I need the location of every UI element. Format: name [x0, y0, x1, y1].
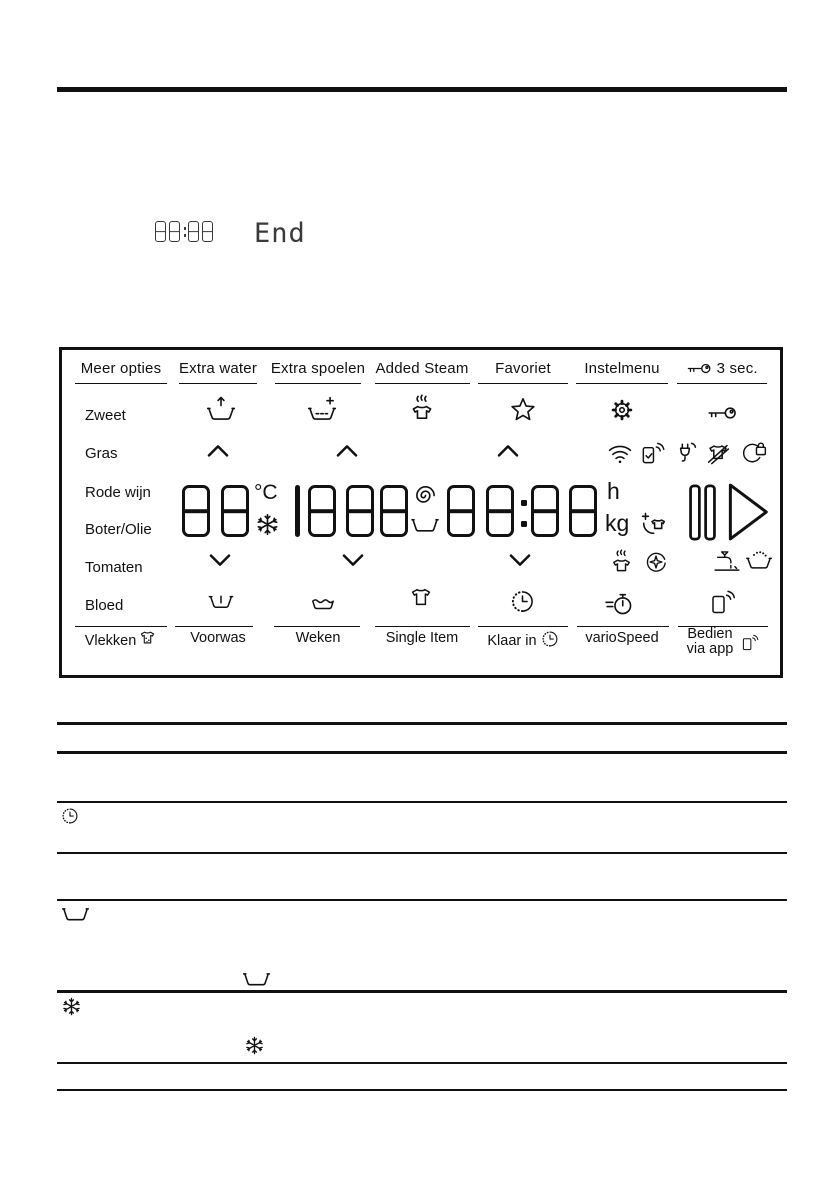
steam-shirt-icon — [408, 394, 436, 422]
header-underline — [179, 383, 257, 384]
header-label: Meer opties — [80, 360, 162, 377]
caret-up-icon — [336, 445, 358, 457]
table-rule-thick — [57, 751, 787, 754]
sparkle-circle-icon — [644, 550, 668, 574]
time-value — [62, 350, 63, 351]
temperature-value — [62, 350, 63, 351]
tap-water-icon — [712, 550, 742, 573]
option-boter-olie: Boter/Olie — [85, 521, 152, 538]
header-underline — [478, 383, 568, 384]
seg-digit — [531, 485, 559, 537]
table-rule — [57, 1062, 787, 1064]
header-meer-opties — [66, 360, 176, 384]
basin-icon — [243, 971, 270, 988]
header-underline — [576, 383, 668, 384]
prewash-basin-icon — [206, 595, 236, 610]
header-underline — [275, 383, 361, 384]
gear-icon — [608, 396, 636, 424]
basin-icon — [411, 517, 439, 534]
button-label: Klaar in — [487, 633, 537, 649]
button-weken: Weken — [295, 630, 341, 646]
option-rode-wijn: Rode wijn — [85, 484, 151, 501]
seg-digit-one — [295, 485, 300, 537]
option-bloed: Bloed — [85, 597, 124, 614]
button-single-item: Single Item — [385, 630, 459, 646]
steam-shirt-icon — [609, 549, 634, 574]
header-label: Extra spoelen — [270, 360, 366, 377]
seg-digit — [155, 221, 166, 242]
seg-digit — [169, 221, 180, 242]
header-underline — [75, 383, 167, 384]
header-underline — [375, 383, 470, 384]
caret-up-icon — [497, 445, 519, 457]
table-rule — [57, 899, 787, 901]
option-gras: Gras — [85, 445, 118, 462]
seg-digit — [188, 221, 199, 242]
door-lock-icon — [738, 440, 768, 467]
table-rule-thick — [57, 990, 787, 993]
option-zweet: Zweet — [85, 407, 126, 424]
header-underline — [677, 383, 767, 384]
table-rule — [57, 1089, 787, 1091]
basin-icon — [62, 906, 89, 923]
reload-laundry-icon — [640, 511, 667, 538]
snowflake-icon — [62, 997, 81, 1016]
key-icon — [706, 404, 738, 422]
header-label: 3 sec. — [716, 360, 758, 377]
footer-overline — [75, 626, 167, 627]
phone-signal-icon — [708, 588, 736, 616]
label-line2: via app — [686, 641, 734, 657]
footer-overline — [274, 626, 360, 627]
delay-clock-icon — [61, 807, 79, 825]
option-tomaten: Tomaten — [85, 559, 143, 576]
seg-digit — [308, 485, 336, 537]
footer-overline — [375, 626, 470, 627]
label-line1: Bedien — [687, 626, 733, 642]
basin-plus-icon — [308, 396, 336, 424]
phone-check-icon — [639, 440, 666, 466]
control-panel-diagram — [59, 347, 783, 678]
header-favoriet — [468, 360, 578, 384]
footer-overline — [478, 626, 568, 627]
soak-basin-icon — [308, 597, 338, 611]
end-indicator: End — [254, 218, 306, 249]
header-label: Added Steam — [375, 360, 469, 377]
colon-dot — [521, 521, 527, 527]
button-bedien-via-app — [664, 627, 782, 657]
delay-clock-icon — [510, 589, 535, 614]
caret-down-icon — [509, 554, 531, 566]
button-klaar-in — [468, 630, 578, 649]
button-label: Vlekken — [84, 633, 137, 649]
no-spin-shirt-icon — [704, 441, 732, 467]
button-variospeed: varioSpeed — [585, 630, 659, 646]
header-label: Extra water — [178, 360, 258, 377]
play-icon — [727, 480, 770, 544]
section-rule — [57, 87, 787, 92]
seg-digit — [202, 221, 213, 242]
shirt-icon — [408, 587, 434, 611]
header-extra-spoelen — [263, 360, 373, 384]
star-icon — [509, 396, 537, 424]
seg-digit — [221, 485, 249, 537]
button-voorwas: Voorwas — [190, 630, 246, 646]
colon-dot — [521, 500, 527, 506]
bubbles-basin-icon — [746, 550, 772, 572]
colon-dot — [184, 227, 187, 230]
spin-value — [62, 350, 63, 351]
table-rule — [57, 801, 787, 803]
wifi-icon — [607, 443, 633, 465]
weight-unit: kg — [605, 510, 630, 536]
caret-down-icon — [342, 554, 364, 566]
header-added-steam — [367, 360, 477, 384]
snowflake-icon — [256, 513, 279, 536]
spin-spiral-icon — [414, 484, 437, 507]
caret-down-icon — [209, 554, 231, 566]
variospeed-timer-icon — [604, 591, 635, 617]
footer-overline — [175, 626, 253, 627]
header-childlock — [667, 360, 777, 384]
temperature-unit: °C — [254, 481, 278, 504]
button-vlekken — [66, 630, 176, 649]
table-rule — [57, 852, 787, 854]
colon-dot — [184, 234, 187, 237]
delay-clock-icon — [541, 630, 559, 648]
seg-digit — [447, 485, 475, 537]
seg-digit — [346, 485, 374, 537]
hour-unit: h — [607, 478, 620, 504]
header-instelmenu — [567, 360, 677, 384]
header-label: Instelmenu — [584, 360, 660, 377]
header-label: Favoriet — [495, 360, 551, 377]
table-rule-thick — [57, 722, 787, 725]
stained-shirt-icon — [138, 630, 157, 648]
snowflake-icon — [245, 1036, 264, 1055]
button-label — [687, 627, 734, 657]
plug-signal-icon — [673, 440, 699, 466]
seg-digit — [380, 485, 408, 537]
pause-icon — [688, 484, 717, 541]
header-extra-water — [163, 360, 273, 384]
seg-digit — [486, 485, 514, 537]
basin-arrow-icon — [207, 396, 235, 424]
seg-digit — [182, 485, 210, 537]
seg-digit — [569, 485, 597, 537]
footer-overline — [577, 626, 669, 627]
key-icon — [686, 361, 712, 376]
phone-signal-icon — [740, 632, 759, 653]
caret-up-icon — [207, 445, 229, 457]
